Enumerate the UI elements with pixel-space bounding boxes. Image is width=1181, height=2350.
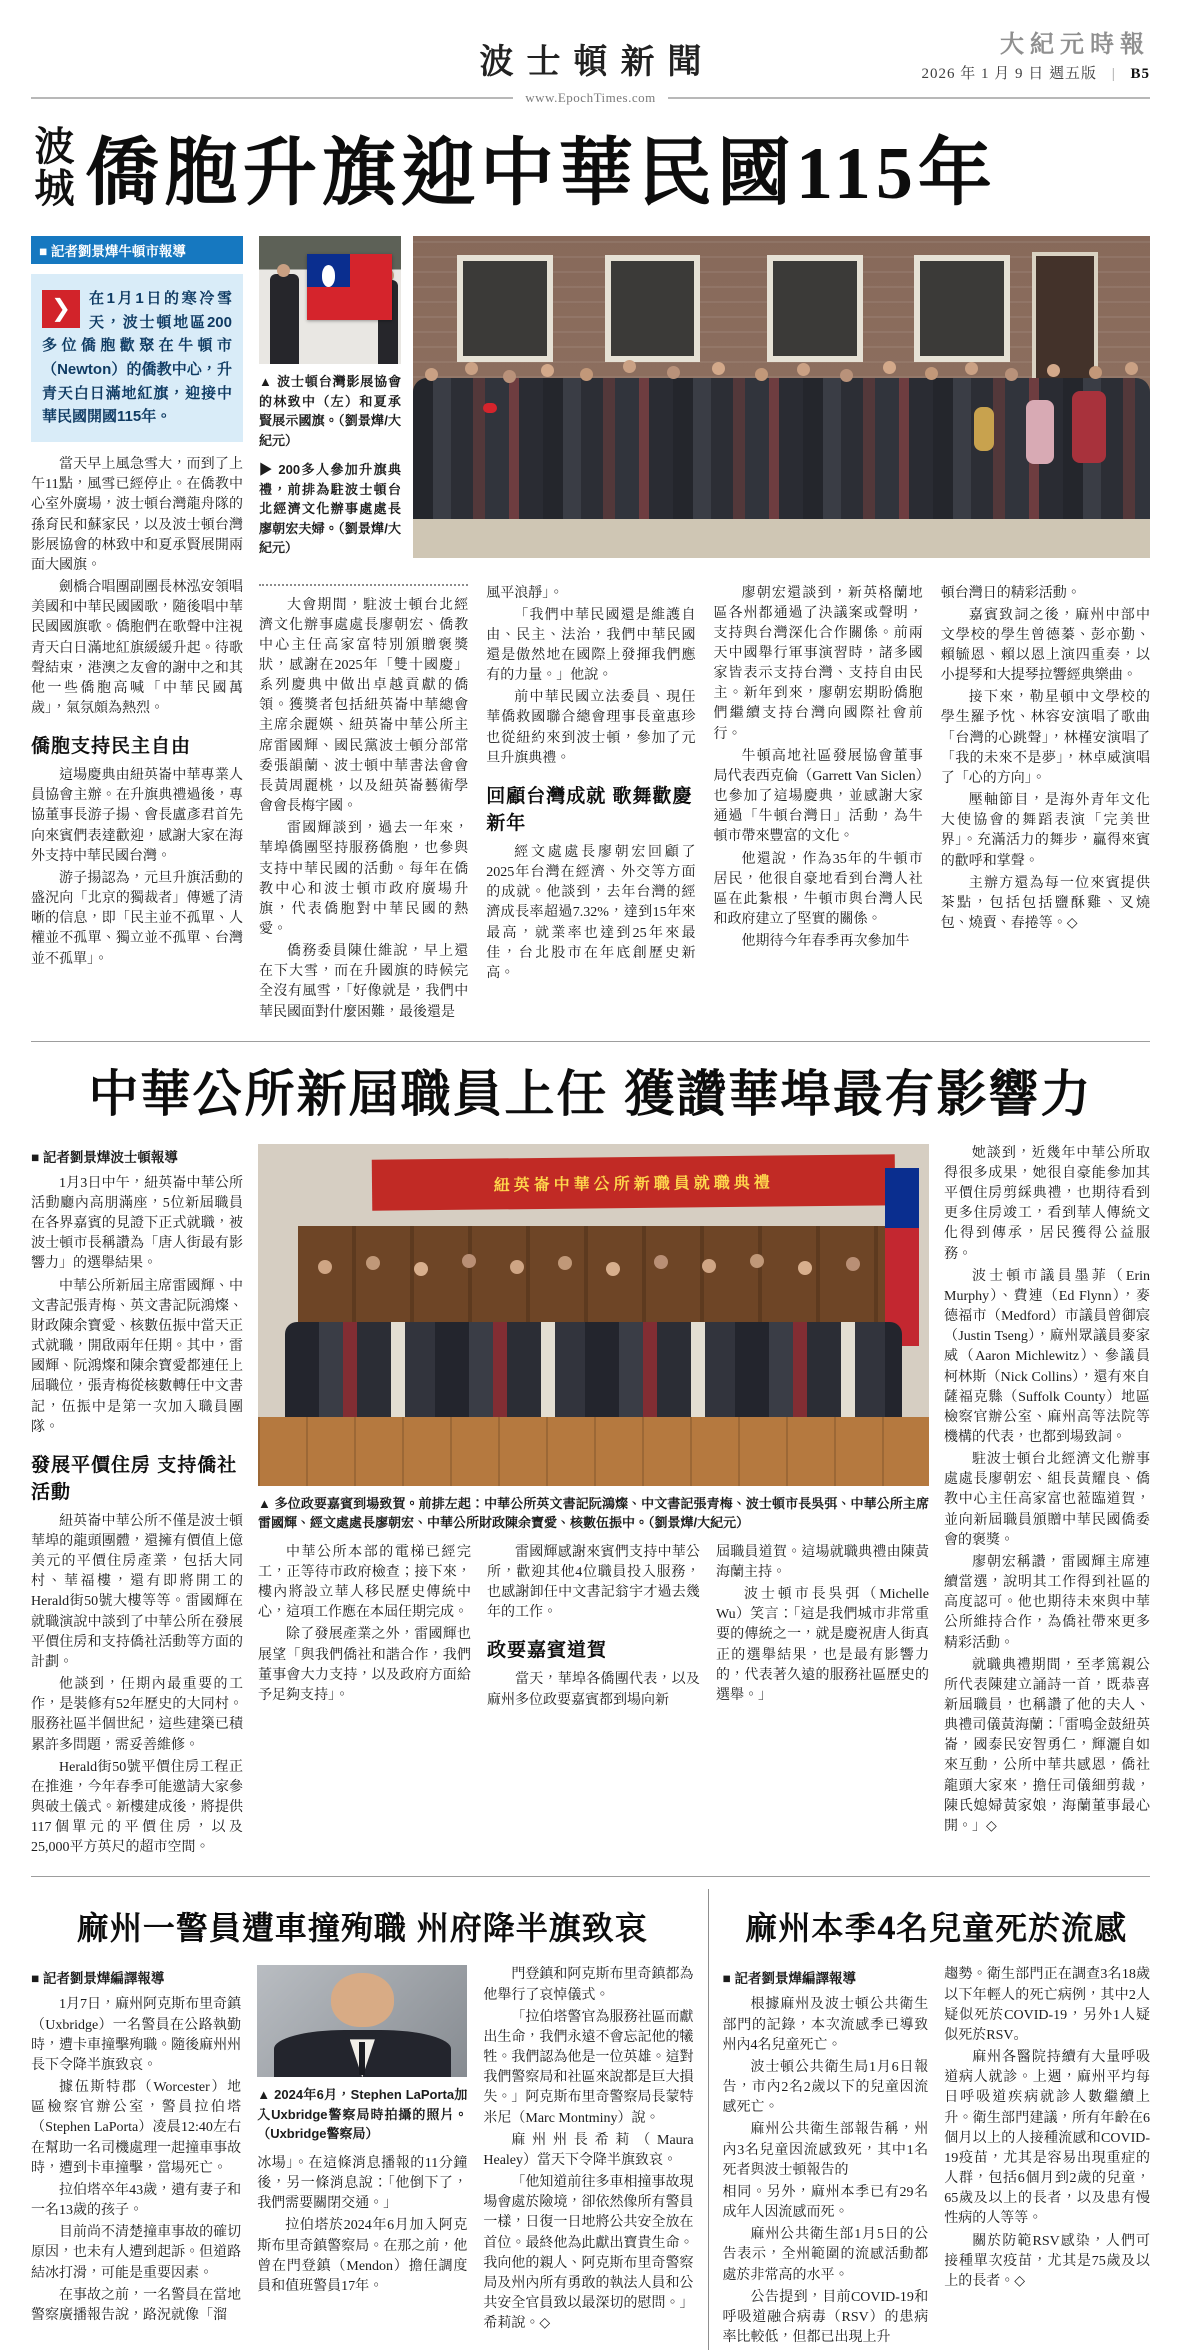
officer-portrait-photo [257, 1965, 467, 2077]
bottom-right-headline: 麻州本季4名兒童死於流感 [745, 1910, 1128, 1947]
paragraph: 波士頓市議員墨菲（Erin Murphy）、費連（Ed Flynn），麥德福市（Medford）市議員曾御宸（Justin Tseng），麻州眾議員麥家威（Aaron Michlewitz）、參議員柯林斯（Nick Collins），還有來自薩福克縣（Suffolk County）地區檢察官辦公室、麻州高等法院等機構的代表，也都到場致詞。 [944, 1268, 1150, 1445]
section-divider [31, 1041, 1150, 1042]
group-heads-graphic [318, 1260, 332, 1274]
paragraph: 中華公所本部的電梯已經完工，正等待市政府檢查；接下來，樓內將設立華人移民歷史傳統中心，這項工作應在本屆任期完成。 [258, 1544, 471, 1621]
paragraph: 公告提到，目前COVID-19和呼吸道融合病毒（RSV）的患病率比較低，但都已出現上升 [722, 2289, 929, 2345]
masthead-block [715, 24, 1151, 83]
ceremony-photo [413, 236, 1150, 558]
article2-mid-column-1 [258, 1543, 471, 1713]
paragraph: 相同。另外，麻州本季已有29名成年人因流感而死。 [722, 2184, 929, 2221]
paragraph: 風平浪靜」。 [486, 585, 564, 601]
article-flag-raising [31, 114, 1150, 1025]
paragraph: 「拉伯塔警官為服務社區而獻出生命，我們永遠不會忘記他的犧牲。我們認為他是一位英雄。這對我們警察局和社區來說都是巨大損失。」阿克斯布里奇警察局長蒙特米尼（Marc Montminy）說。 [483, 2009, 694, 2126]
paragraph: 廖朝宏還談到，新英格蘭地區各州都通過了決議案或聲明，支持與台灣深化合作關係。前兩天中國舉行軍事演習時，諸多國家皆表示支持台灣、支持自由民主。新年到來，廖朝宏期盼僑胞們繼續支持台灣向國際社會前行。 [713, 585, 923, 742]
paragraph: 關於防範RSV感染，人們可接種單次疫苗，尤其是75歲及以上的長者。◇ [944, 2233, 1151, 2289]
bottom-left-column-2-paragraphs [257, 2154, 467, 2297]
paragraph: 主辦方還為每一位來賓提供茶點，包括包括鹽酥雞、叉燒包、燒賣、春捲等。◇ [940, 875, 1150, 931]
paragraph: 目前尚不清楚撞車事故的確切原因，也未有人遭到起訴。但道路結冰打滑，可能是重要因素。 [31, 2225, 242, 2281]
paragraph: 門登鎮和阿克斯布里奇鎮都為他舉行了哀悼儀式。 [483, 1967, 694, 2003]
bottom-left-column-1-paragraphs [31, 1995, 241, 2326]
article2-byline: ■ 記者劉景燁波士頓報導 [31, 1149, 178, 1165]
article1-column-3 [714, 584, 923, 1025]
article1-kicker: 波城 [29, 125, 74, 209]
portrait-caption: ▲ 2024年6月，Stephen LaPorta加入Uxbridge警察局時拍攝的照片。（Uxbridge警察局） [257, 2087, 468, 2142]
article1-column-2b [486, 843, 695, 984]
article2-mid-column-2a [487, 1543, 700, 1624]
paragraph: 中華公所新屆主席雷國輝、中文書記張青梅、英文書記阮鴻燦、財政陳余寶愛、核數伍振中當天正式就職，開啟兩年任期。其中，雷國輝、阮鴻燦和陳余寶愛都連任上屆職位，張青梅從核數轉任中文書記，伍振中是第一次加入職員團隊。 [31, 1278, 243, 1435]
article1-rail-paragraphs-2 [31, 766, 243, 970]
article1-flag-column [259, 236, 401, 568]
portrait-tie [359, 2042, 365, 2076]
paragraph: 僑務委員陳仕維說，早上還在下大雪，而在升國旗的時候完全沒有風雪，「好像就是，我們中華民國面對什麼困難，最後還是 [259, 944, 469, 1020]
article-ccba-inauguration [31, 1054, 1150, 1861]
article2-center-area [258, 1144, 929, 1861]
article2-mid-column-3 [716, 1543, 929, 1713]
vertical-divider [708, 1889, 709, 2350]
article1-headline: 僑胞升旗迎中華民國115年 [85, 133, 997, 215]
paragraph: 嘉賓致詞之後，麻州中部中文學校的學生曾德蓁、彭亦勤、賴毓恩、賴以恩上演四重奏，以小提琴和大提琴拉響經典樂曲。 [940, 607, 1150, 684]
paragraph: 這場慶典由紐英崙中華專業人員協會主辦。在升旗典禮過後，專協董事長游子揚、會長盧彥君首先向來賓們表達歡迎，感謝大家在海外支持中華民國台灣。 [31, 768, 243, 864]
article1-lead-text: 在1月1日的寒冷雪天，波士頓地區200多位僑胞歡聚在牛頓市（Newton）的僑教中心，升青天白日滿地紅旗，迎接中華民國開國115年。 [42, 290, 232, 426]
paragraph: 據伍斯特郡（Worcester）地區檢察官辦公室，警員拉伯塔（Stephen LaPorta）凌晨12:40左右在幫助一名司機處理一起撞車事故時，遭到卡車撞擊，當場死亡。 [31, 2080, 242, 2176]
paragraph: 麻州各醫院持續有大量呼吸道病人就診。上週，麻州平均每日呼吸道疾病就診人數繼續上升。衛生部門建議，所有年齡在6個月以上的人接種流感和COVID-19疫苗，尤其是容易出現重症的人群，包括6個月到2歲的兒童，65歲及以上的長者，以及患有慢性病的人等等。 [944, 2050, 1151, 2227]
paragraph: 前中華民國立法委員、現任華僑救國聯合總會理事長童惠珍也從紐約來到波士頓，參加了元旦升旗典禮。 [486, 690, 696, 766]
paragraph: 1月7日，麻州阿克斯布里奇鎮（Uxbridge）一名警員在公路執勤時，遭卡車撞擊殉職。隨後麻州州長下令降半旗致哀。 [31, 1997, 242, 2073]
paragraph: 波士頓公共衛生局1月6日報告，市內2名2歲以下的兒童因流感死亡。 [722, 2059, 929, 2116]
roc-flag-graphic [885, 1168, 919, 1346]
bottom-right-column-2 [944, 1965, 1150, 2350]
page-header [31, 24, 1150, 83]
article-flu-deaths [723, 1889, 1150, 2350]
paragraph: 雷國輝談到，過去一年來，華埠僑團堅持服務僑胞，也參與支持中華民國的活動。每年在僑教中心和波士頓市政府廣場升旗，代表僑胞對中華民國的熱愛。 [259, 821, 469, 937]
bottom-right-column-1 [723, 1965, 929, 2350]
paragraph: 麻州公共衛生部報告稱，州內3名兒童因流感致死，其中1名死者與波士頓報告的 [722, 2122, 929, 2178]
window-graphic [457, 255, 553, 361]
article2-mid-column-2b [487, 1670, 700, 1710]
bottom-section [31, 1889, 1150, 2350]
paragraph: 頓台灣日的精彩活動。 [940, 585, 1081, 601]
article1-lead-box [31, 274, 243, 442]
seated-row-graphic [285, 1322, 902, 1418]
article1-headline-row [31, 114, 1150, 220]
paragraph: 麻州州長希莉（Maura Healey）當天下令降半旗致哀。 [483, 2132, 694, 2168]
paragraph: 他談到，任期內最重要的工作，是裝修有52年歷史的大同村。服務社區半個世紀，這些建築已積累許多問題，需妥善維修。 [31, 1677, 243, 1753]
group-photo-caption: ▲ 多位政要嘉賓到場致賀。前排左起：中華公所英文書記阮鴻燦、中文書記張青梅、波士頓市長吳弭、中華公所主席雷國輝、經文處處長廖朝宏、中華公所財政陳余寶愛、核數伍振中。（劉景燁/大紀元） [258, 1495, 929, 1531]
paragraph: 拉伯塔於2024年6月加入阿克斯布里奇鎮警察局。在那之前，他曾在門登鎮（Mendon）擔任調度員和值班警員17年。 [257, 2218, 468, 2294]
paragraph: 麻州公共衛生部1月5日的公告表示，全州範圍的流感活動都處於非常高的水平。 [722, 2227, 929, 2283]
window-graphic [767, 255, 863, 361]
portrait-head [331, 1973, 394, 2027]
masthead-logo: 大紀元時報 [1000, 29, 1150, 58]
section-title: 波士頓新聞 [479, 43, 715, 81]
bottom-right-byline: ■ 記者劉景燁編譯報導 [722, 1971, 856, 1987]
paragraph: 劍橋合唱團副團長林泓安領唱美國和中華民國國歌，隨後唱中華民國國旗歌。僑胞們在歌聲中注視青天白日滿地紅旗緩緩升起。待歌聲結束，港澳之友會的謝中之和其他一些僑胞高喊「中華民國萬歲」，氣氛頗為熱烈。 [31, 580, 243, 716]
flag-photo-caption: ▲ 波士頓台灣影展協會的林致中（左）和夏承賢展示國旗。（劉景燁/大紀元） [259, 374, 401, 448]
group-photo [258, 1144, 929, 1486]
article1-rail-paragraphs-1 [31, 455, 243, 719]
wood-floor-graphic [258, 1417, 929, 1485]
paragraph: 冰場」。在這條消息播報的11分鐘後，另一條消息說：「他倒下了，我們需要關閉交通。」 [257, 2155, 468, 2212]
article1-column-4 [941, 584, 1150, 1025]
article1-left-column [31, 236, 243, 1025]
paragraph: 「他知道前往多車相撞事故現場會處於險境，卻依然像所有警員一樣，日復一日地將公共安全放在首位。最終他為此獻出寶貴生命。我向他的親人、阿克斯布里奇警察局及州內所有勇敢的執法人員和公共安全官員致以最深切的慰問。」希莉說。◇ [483, 2175, 694, 2332]
article2-mid-column-2 [487, 1543, 700, 1713]
page-number: B5 [1130, 66, 1150, 82]
paragraph: Herald街50號平價住房工程正在推進，今年春季可能邀請大家參與破土儀式。新樓建成後，將提供117個單元的平價住房，以及25,000平方英尺的超市空間。 [31, 1759, 243, 1856]
paragraph: 就職典禮期間，至孝篤親公所代表陳建立誦詩一首，既恭喜新屆職員，也稱讚了他的夫人、典禮司儀黃海蘭：「雷鳴金鼓紐英崙，國泰民安智勇仁，輝灑自如來互動，公所中華共感恩，僑社龍頭大家來，擔任司儀細剪裁，陳氏媳婦黃家娘，海蘭董事最心開。」◇ [944, 1657, 1150, 1834]
paragraph: 接下來，勒星頓中文學校的學生羅予忱、林容安演唱了歌曲「台灣的心跳聲」，林槿安演唱了「我的未來不是夢」，林卓威演唱了「心的方向」。 [940, 690, 1150, 786]
article1-column-2 [486, 584, 695, 1025]
article2-right-column [944, 1144, 1150, 1861]
paragraph: 經文處處長廖朝宏回顧了2025年台灣在經濟、外交等方面的成就。他談到，去年台灣的經濟成長率超過7.32%，達到15年來最高，就業率也達到25年來最佳，台北股市在年底創歷史新高。 [486, 844, 696, 981]
roc-flag-graphic [307, 254, 392, 321]
bottom-left-byline: ■ 記者劉景燁編譯報導 [31, 1971, 165, 1987]
article2-subhead-1: 發展平價住房 支持僑社活動 [31, 1454, 238, 1503]
banner-text: 紐英崙中華公所新職員就職典禮 [493, 1175, 774, 1196]
article1-column-1 [259, 584, 468, 1025]
article2-left-column [31, 1144, 243, 1861]
flag-sun-icon [322, 265, 336, 286]
section-divider [31, 1876, 1150, 1877]
article2-headline: 中華公所新屆職員上任 獲讚華埠最有影響力 [88, 1065, 1093, 1122]
bottom-left-headline: 麻州一警員遭車撞殉職 州府降半旗致哀 [76, 1910, 648, 1947]
paragraph: 波士頓市長吳弭（Michelle Wu）笑言：「這是我們城市非常重要的傳統之一，就是慶祝唐人街真正的選舉結果，也是最有影響力的，代表著久遠的服務社區歷史的選舉。」 [716, 1587, 929, 1703]
paragraph: 屆職員道賀。這場就職典禮由陳黃海蘭主持。 [716, 1544, 929, 1580]
paragraph: 駐波士頓台北經濟文化辦事處處長廖朝宏、組長黃耀良、僑教中心主任高家富也蒞臨道賀，並向新屆職員頒贈中華民國僑委會的褒獎。 [944, 1452, 1150, 1548]
paragraph: 牛頓高地社區發展協會董事局代表西克倫（Garrett Van Siclen）也參加了這場慶典，並感謝大家通過「牛頓台灣日」活動，為牛頓市帶來豐富的文化。 [713, 748, 923, 845]
small-flag-graphic [483, 403, 497, 413]
paragraph: 紐英崙中華公所不僅是波士頓華埠的龍頭團體，還擁有價值上億美元的平價住房產業，包括大同村、華福樓，還有即將開工的Herald街50號大樓等等。雷國輝在就職演說中談到了中華公所在發展平價住房和支持僑社活動等方面的計劃。 [31, 1513, 243, 1670]
article1-subhead-2: 回顧台灣成就 歌舞歡慶新年 [486, 785, 693, 834]
article1-byline: ■ 記者劉景燁牛頓市報導 [31, 236, 243, 264]
paragraph: 游子揚認為，元旦升旗活動的盛況向「北京的獨裁者」傳遞了清晰的信息，即「民主並不孤單、人權並不孤單、獨立並不孤單、台灣並不孤單」。 [31, 870, 243, 967]
article1-right-area [259, 236, 1150, 1025]
article2-left-paragraphs-2 [31, 1512, 243, 1859]
bottom-left-column-2 [257, 1965, 467, 2336]
paragraph: 他期待今年春季再次參加牛 [741, 934, 910, 950]
crowd-photo-caption: ▶ 200多人參加升旗典禮，前排為駐波士頓台北經濟文化辦事處處長廖朝宏夫婦。（劉景燁/大紀元） [259, 462, 401, 555]
paragraph: 在事故之前，一名警員在當地警察廣播報告說，路況就像「溜 [31, 2287, 242, 2323]
paragraph: 壓軸節目，是海外青年文化大使協會的舞蹈表演「完美世界」。充滿活力的舞步，贏得來賓的歡呼和掌聲。 [940, 793, 1150, 869]
header-rule [31, 90, 1150, 106]
paragraph: 大會期間，駐波士頓台北經濟文化辦事處處長廖朝宏、僑教中心主任高家富特別頒贈褒獎狀，感謝在2025年「雙十國慶」系列慶典中做出卓越貢獻的僑領。獲獎者包括紐英崙中華總會主席余麗媖、紐英崙中華公所主席雷國輝、國民黨波士頓分部常委張韻蘭、波士頓中華書法會會長黃周麗桃，以及紐英崙藝術學會會長梅宇國。 [259, 597, 469, 815]
us-flag-graphic [271, 1168, 305, 1346]
person-figure [270, 274, 298, 364]
ceremony-banner [372, 1155, 896, 1212]
article1-subhead-1: 僑胞支持民主自由 [31, 736, 192, 758]
flag-photo [259, 236, 401, 364]
pavement-graphic [413, 519, 1150, 558]
bottom-left-column-3 [483, 1965, 693, 2336]
paragraph: 根據麻州及波士頓公共衛生部門的記錄，本次流感季已導致州內4名兒童死亡。 [722, 1997, 929, 2053]
paragraph: 除了發展產業之外，雷國輝也展望「與我們僑社和諧合作，我們董事會大力支持，以及政府方面給予足夠支持」。 [258, 1627, 471, 1703]
article2-left-paragraphs-1 [31, 1174, 243, 1438]
paragraph: 拉伯塔卒年43歲，遺有妻子和一名13歲的孩子。 [31, 2182, 242, 2219]
paragraph: 雷國輝感謝來賓們支持中華公所，歡迎其他4位職員投入服務，也感謝卸任中文書記翁宇才過去幾年的工作。 [487, 1544, 700, 1621]
pink-coat-figure [1026, 400, 1054, 464]
dateline-separator: | [1111, 66, 1116, 82]
window-graphic [605, 255, 701, 361]
bottom-left-column-1 [31, 1965, 241, 2336]
paragraph: 當天早上風急雪大，而到了上午11點，風雪已經停止。在僑教中心室外廣場，波士頓台灣龍舟隊的孫育民和蘇家民，以及波士頓台灣影展協會的林致中和夏承賢展開兩面大國旗。 [31, 457, 243, 573]
red-coat-figure [1072, 391, 1106, 463]
article-officer-killed [31, 1889, 694, 2350]
yellow-coat-figure [974, 407, 994, 451]
window-graphic [914, 255, 1010, 361]
article2-subhead-2: 政要嘉賓道賀 [487, 1640, 608, 1662]
crowd-heads-graphic [425, 368, 438, 381]
paragraph: 趨勢。衛生部門正在調查3名18歲以下年輕人的死亡病例，其中2人疑似死於COVID-19，另外1人疑似死於RSV。 [944, 1967, 1151, 2043]
issue-date: 2026 年 1 月 9 日 週五版 [921, 66, 1097, 82]
paragraph: 「我們中華民國還是維護自由、民主、法治，我們中華民國還是傲然地在國際上發揮我們應有的力量。」他說。 [486, 607, 696, 684]
article1-column-2a [486, 584, 695, 769]
paragraph: 1月3日中午，紐英崙中華公所活動廳內高朋滿座，5位新屆職員在各界嘉賓的見證下正式就職，被波士頓市長稱讚為「唐人街最有影響力」的選舉結果。 [31, 1175, 243, 1272]
lead-arrow-icon: ❯ [42, 290, 80, 328]
bottom-right-column-1-paragraphs [723, 1995, 929, 2348]
site-url: www.EpochTimes.com [525, 90, 656, 105]
paragraph: 她談到，近幾年中華公所取得很多成果，她很自豪能參加其平價住房剪綵典禮，也期待看到更多住房竣工，看到華人傳統文化得到傳承，居民獲得公益服務。 [944, 1145, 1150, 1262]
paragraph: 當天，華埠各僑團代表，以及麻州多位政要嘉賓都到場向新 [487, 1672, 700, 1708]
dateline [715, 62, 1151, 83]
paragraph: 他還說，作為35年的牛頓市居民，他很自豪地看到台灣人社區在此紮根，牛頓市與台灣人民和政府建立了堅實的關係。 [713, 851, 923, 927]
paragraph: 廖朝宏稱讚，雷國輝主席連續當選，說明其工作得到社區的高度認可。他也期待未來與中華公所維持合作，為僑社帶來更多精彩活動。 [944, 1554, 1150, 1651]
